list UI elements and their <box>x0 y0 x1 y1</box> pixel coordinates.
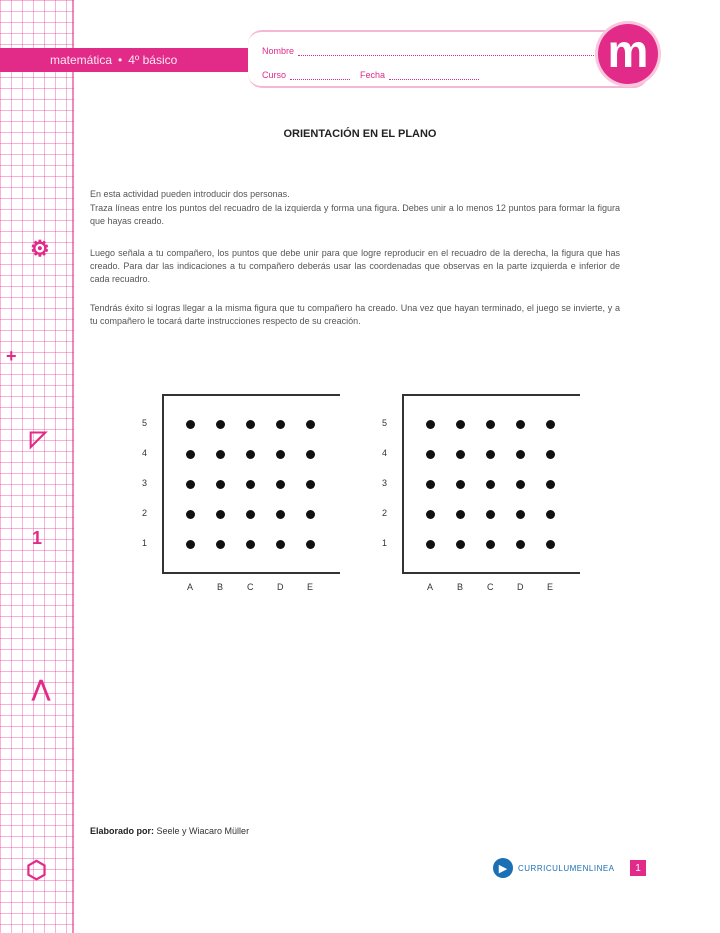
row-label: 2 <box>382 508 388 518</box>
col-label: E <box>307 582 314 592</box>
row-label: 1 <box>382 538 388 548</box>
grid-dot[interactable] <box>216 480 225 489</box>
row-label: 4 <box>142 448 148 458</box>
grid-dot[interactable] <box>516 510 525 519</box>
grid-dot[interactable] <box>516 480 525 489</box>
grid-dot[interactable] <box>186 510 195 519</box>
instruction-2: Traza líneas entre los puntos del recuadro de la izquierda y forma una figura. Debes unir a lo menos 12 puntos para formar la figura que hayas creado. <box>90 203 620 226</box>
grid-dot[interactable] <box>276 510 285 519</box>
grid-dot[interactable] <box>426 480 435 489</box>
grid-dot[interactable] <box>216 420 225 429</box>
instruction-3: Luego señala a tu compañero, los puntos que debe unir para que logre reproducir en el recuadro de la derecha, la figura que has creado. Para dar las indicaciones a tu compañero deberás usar las coordenadas que observas en la parte izquierda e inferior de cada recuadro. <box>90 248 620 284</box>
grid-dot[interactable] <box>306 450 315 459</box>
grid-dot[interactable] <box>216 540 225 549</box>
col-label: D <box>517 582 524 592</box>
row-label: 1 <box>142 538 148 548</box>
level-label: 4º básico <box>128 53 178 67</box>
col-label: E <box>547 582 554 592</box>
col-label: B <box>217 582 224 592</box>
grid-dot[interactable] <box>486 510 495 519</box>
brand-name: CURRICULUMENLINEA <box>518 863 615 873</box>
row-label: 3 <box>142 478 148 488</box>
grid-dot[interactable] <box>246 420 255 429</box>
date-field[interactable]: Fecha <box>360 70 479 80</box>
grid-dot[interactable] <box>546 450 555 459</box>
grid-dot[interactable] <box>546 480 555 489</box>
grid-dot[interactable] <box>456 510 465 519</box>
grid-dot[interactable] <box>186 480 195 489</box>
grid-dot[interactable] <box>246 540 255 549</box>
set-square-icon: ◸ <box>30 426 47 451</box>
grid-dot[interactable] <box>246 510 255 519</box>
grid-dot[interactable] <box>456 450 465 459</box>
play-icon: ▶ <box>493 858 513 878</box>
grid-dot[interactable] <box>516 450 525 459</box>
grid-dot[interactable] <box>546 420 555 429</box>
course-field[interactable]: Curso <box>262 70 350 80</box>
page-title: ORIENTACIÓN EN EL PLANO <box>283 128 437 140</box>
col-label: C <box>487 582 494 592</box>
col-label: A <box>187 582 194 592</box>
grid-dot[interactable] <box>546 540 555 549</box>
cube-icon: ⬡ <box>26 857 47 884</box>
grid-dot[interactable] <box>426 510 435 519</box>
divider-compass-icon: ⋀ <box>32 676 51 701</box>
grid-dot[interactable] <box>426 540 435 549</box>
grid-dot[interactable] <box>516 540 525 549</box>
col-label: B <box>457 582 464 592</box>
grid-dot[interactable] <box>486 540 495 549</box>
compass-icon: ⚙ <box>30 236 50 261</box>
grid-dot[interactable] <box>246 480 255 489</box>
grid-dot[interactable] <box>426 420 435 429</box>
grid-dot[interactable] <box>456 420 465 429</box>
grid-dot[interactable] <box>246 450 255 459</box>
grid-dot[interactable] <box>306 480 315 489</box>
col-label: A <box>427 582 434 592</box>
subject-band <box>0 48 248 72</box>
grid-dot[interactable] <box>306 420 315 429</box>
grid-dot[interactable] <box>306 540 315 549</box>
row-label: 5 <box>142 418 148 428</box>
instruction-1: En esta actividad pueden introducir dos personas. <box>90 189 290 199</box>
col-label: D <box>277 582 284 592</box>
logo: m <box>598 24 658 84</box>
grid-dot[interactable] <box>486 450 495 459</box>
grid-dot[interactable] <box>486 420 495 429</box>
instruction-4: Tendrás éxito si logras llegar a la misma figura que tu compañero ha creado. Una vez que hayan terminado, el juego se invierte, y a tu compañero le tocará darte instrucciones respecto de su creación. <box>90 303 620 326</box>
grid-dot[interactable] <box>456 480 465 489</box>
credit-name: Seele y Wiacaro Müller <box>156 826 250 836</box>
grid-dot[interactable] <box>186 540 195 549</box>
credit-line <box>90 826 249 836</box>
name-field[interactable]: Nombre <box>262 46 598 56</box>
row-label: 2 <box>142 508 148 518</box>
grid-dot[interactable] <box>546 510 555 519</box>
grid-dot[interactable] <box>216 510 225 519</box>
brand-logo <box>493 858 615 878</box>
grid-dot[interactable] <box>486 480 495 489</box>
number-one-icon: 1 <box>32 528 43 548</box>
grid-dot[interactable] <box>516 420 525 429</box>
row-label: 3 <box>382 478 388 488</box>
grid-dot[interactable] <box>276 420 285 429</box>
credit-label: Elaborado por: <box>90 826 155 836</box>
page-number: 1 <box>630 860 646 876</box>
grid-dot[interactable] <box>276 480 285 489</box>
row-label: 4 <box>382 448 388 458</box>
grid-dot[interactable] <box>276 450 285 459</box>
grid-dot[interactable] <box>306 510 315 519</box>
plus-icon: + <box>6 346 17 366</box>
grid-dot[interactable] <box>186 420 195 429</box>
grid-dot[interactable] <box>426 450 435 459</box>
col-label: C <box>247 582 254 592</box>
band-separator: • <box>118 53 123 67</box>
grid-dot[interactable] <box>456 540 465 549</box>
row-label: 5 <box>382 418 388 428</box>
grid-dot[interactable] <box>186 450 195 459</box>
subject-label: matemática <box>50 53 113 67</box>
grid-dot[interactable] <box>276 540 285 549</box>
grid-dot[interactable] <box>216 450 225 459</box>
